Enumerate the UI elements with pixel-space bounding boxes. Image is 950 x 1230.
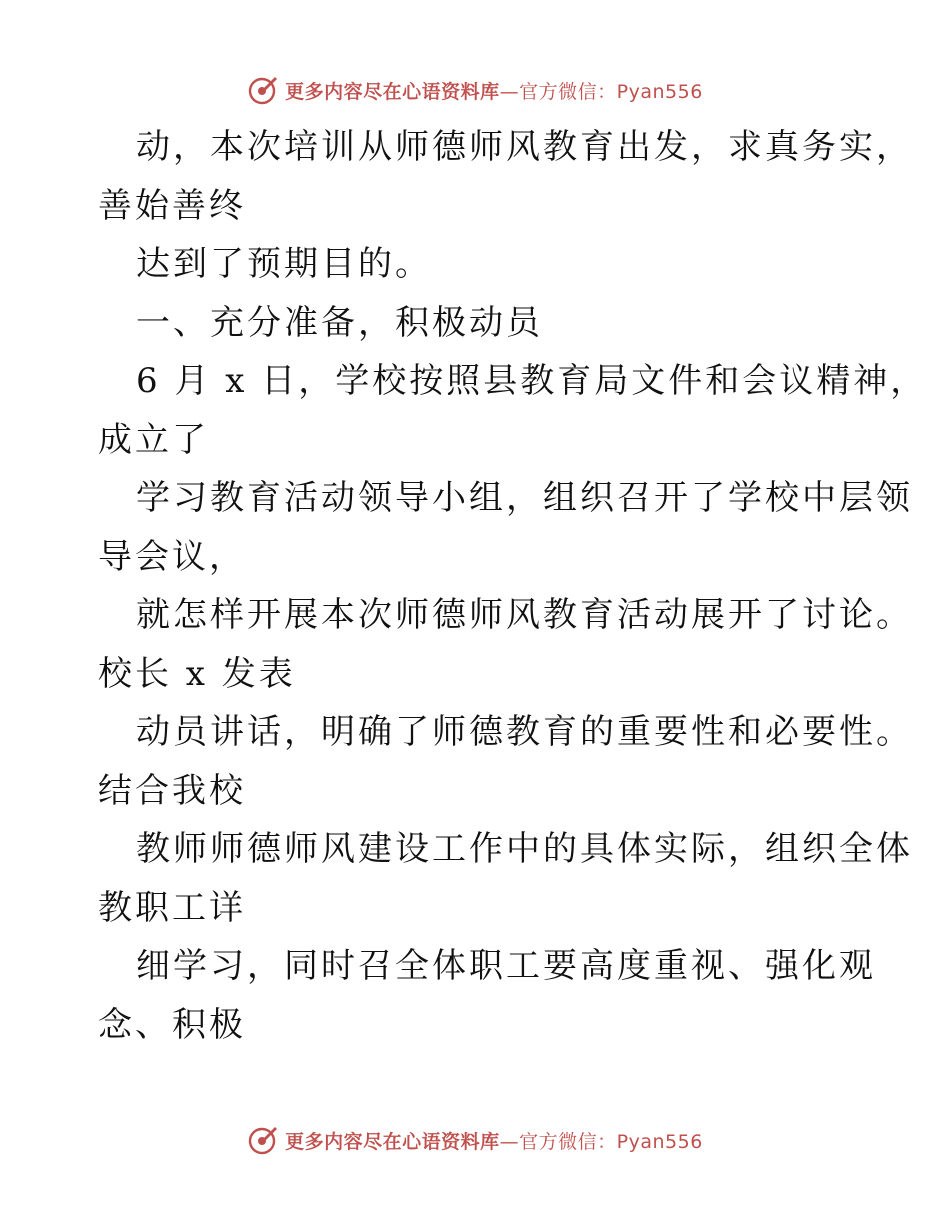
text-line: 6 月 x 日，学校按照县教育局文件和会议精神， bbox=[136, 361, 928, 401]
header-watermark bbox=[0, 70, 950, 110]
text-line: 动，本次培训从师德师风教育出发，求真务实， bbox=[136, 127, 913, 167]
text-line: 念、积极 bbox=[98, 1004, 246, 1045]
watermark-text: 更多内容尽在心语资料库—官方微信：Pyan556 bbox=[285, 80, 703, 103]
text-line: 结合我校 bbox=[98, 770, 246, 811]
text-line: 教师师德师风建设工作中的具体实际，组织全体 bbox=[136, 829, 913, 869]
text-line: 善始善终 bbox=[98, 185, 246, 226]
text-line: 校长 x 发表 bbox=[98, 653, 296, 694]
footer-watermark bbox=[0, 1120, 950, 1160]
text-line: 就怎样开展本次师德师风教育活动展开了讨论。 bbox=[136, 595, 913, 635]
text-line: 成立了 bbox=[98, 419, 209, 460]
pen-circle-logo-icon bbox=[247, 1124, 279, 1156]
text-line: 学习教育活动领导小组，组织召开了学校中层领 bbox=[136, 478, 913, 518]
body-text bbox=[98, 118, 928, 1054]
text-line: 动员讲话，明确了师德教育的重要性和必要性。 bbox=[136, 712, 913, 752]
text-line: 细学习，同时召全体职工要高度重视、强化观 bbox=[136, 946, 876, 986]
text-line: 教职工详 bbox=[98, 887, 246, 928]
pen-circle-logo-icon bbox=[247, 74, 279, 106]
text-line: 一、充分准备，积极动员 bbox=[136, 302, 543, 343]
watermark-text: 更多内容尽在心语资料库—官方微信：Pyan556 bbox=[285, 1130, 703, 1153]
text-line: 达到了预期目的。 bbox=[136, 244, 432, 284]
text-line: 导会议， bbox=[98, 536, 246, 577]
